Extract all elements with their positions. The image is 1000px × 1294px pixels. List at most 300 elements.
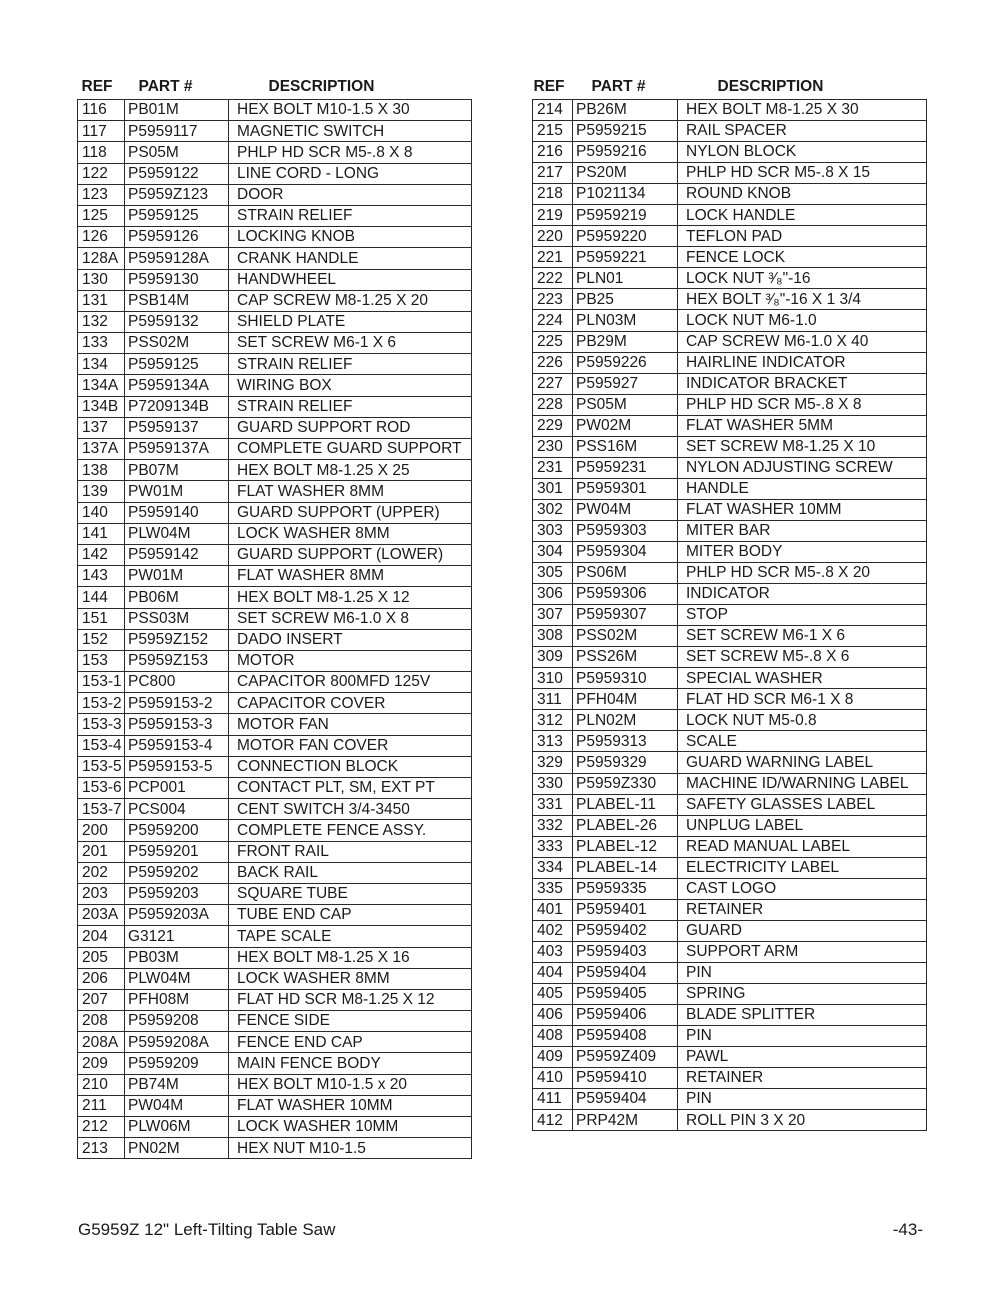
table-row xyxy=(78,1138,472,1159)
part-number-cell: P5959203A xyxy=(125,905,229,926)
table-row xyxy=(533,710,927,731)
table-row xyxy=(78,714,472,735)
table-row xyxy=(533,626,927,647)
parts-table-right xyxy=(532,75,927,1131)
ref-cell: 210 xyxy=(78,1074,125,1095)
ref-cell: 228 xyxy=(533,394,573,415)
ref-cell: 332 xyxy=(533,815,573,836)
part-number-cell: P5959140 xyxy=(125,502,229,523)
ref-cell: 143 xyxy=(78,566,125,587)
ref-cell: 208A xyxy=(78,1032,125,1053)
table-row xyxy=(78,883,472,904)
ref-cell: 401 xyxy=(533,899,573,920)
table-row xyxy=(533,142,927,163)
ref-cell: 308 xyxy=(533,626,573,647)
part-number-cell: P5959215 xyxy=(573,121,678,142)
table-row xyxy=(78,947,472,968)
part-number-cell: P5959132 xyxy=(125,311,229,332)
part-number-cell: P5959125 xyxy=(125,205,229,226)
table-row xyxy=(78,1095,472,1116)
ref-cell: 229 xyxy=(533,415,573,436)
ref-cell: 122 xyxy=(78,163,125,184)
ref-cell: 221 xyxy=(533,247,573,268)
ref-cell: 153-7 xyxy=(78,799,125,820)
table-row xyxy=(533,1089,927,1110)
description-cell: FLAT HD SCR M8-1.25 X 12 xyxy=(229,989,472,1010)
ref-cell: 151 xyxy=(78,608,125,629)
part-number-cell: P5959231 xyxy=(573,457,678,478)
table-row xyxy=(533,331,927,352)
part-number-cell: PFH04M xyxy=(573,689,678,710)
table-row xyxy=(533,878,927,899)
table-row xyxy=(533,394,927,415)
description-cell: SET SCREW M6-1 X 6 xyxy=(678,626,927,647)
table-row xyxy=(78,820,472,841)
ref-cell: 329 xyxy=(533,752,573,773)
ref-cell: 153-3 xyxy=(78,714,125,735)
page-number: -43- xyxy=(892,1220,923,1239)
part-number-cell: P1021134 xyxy=(573,184,678,205)
table-row xyxy=(78,799,472,820)
ref-cell: 153-2 xyxy=(78,693,125,714)
ref-cell: 214 xyxy=(533,100,573,121)
part-number-cell: P5959209 xyxy=(125,1053,229,1074)
description-cell: NYLON ADJUSTING SCREW xyxy=(678,457,927,478)
part-number-cell: P5959134A xyxy=(125,375,229,396)
table-row xyxy=(78,905,472,926)
part-number-cell: P5959402 xyxy=(573,920,678,941)
description-cell: LOCK HANDLE xyxy=(678,205,927,226)
description-cell: BACK RAIL xyxy=(229,862,472,883)
part-number-cell: PSS26M xyxy=(573,647,678,668)
ref-cell: 128A xyxy=(78,248,125,269)
part-number-cell: P5959203 xyxy=(125,883,229,904)
ref-cell: 208 xyxy=(78,1011,125,1032)
description-cell: STRAIN RELIEF xyxy=(229,205,472,226)
table-row xyxy=(78,311,472,332)
table-row xyxy=(78,269,472,290)
part-number-cell: P5959208A xyxy=(125,1032,229,1053)
part-number-cell: PLW04M xyxy=(125,523,229,544)
part-number-cell: P5959137 xyxy=(125,417,229,438)
description-cell: NYLON BLOCK xyxy=(678,142,927,163)
description-cell: SET SCREW M8-1.25 X 10 xyxy=(678,436,927,457)
table-row xyxy=(78,142,472,163)
ref-cell: 200 xyxy=(78,820,125,841)
ref-cell: 153-1 xyxy=(78,672,125,693)
part-number-cell: PCS004 xyxy=(125,799,229,820)
table-row xyxy=(533,689,927,710)
table-header-row xyxy=(533,75,927,100)
part-number-cell: P5959201 xyxy=(125,841,229,862)
ref-cell: 411 xyxy=(533,1089,573,1110)
part-number-cell: P5959117 xyxy=(125,121,229,142)
part-number-cell: PSB14M xyxy=(125,290,229,311)
ref-cell: 225 xyxy=(533,331,573,352)
ref-cell: 126 xyxy=(78,227,125,248)
description-cell: CRANK HANDLE xyxy=(229,248,472,269)
part-number-cell: PLABEL-14 xyxy=(573,857,678,878)
description-cell: WIRING BOX xyxy=(229,375,472,396)
description-cell: COMPLETE GUARD SUPPORT xyxy=(229,439,472,460)
part-number-cell: PS05M xyxy=(573,394,678,415)
table-row xyxy=(533,478,927,499)
ref-cell: 211 xyxy=(78,1095,125,1116)
description-cell: LOCK WASHER 10MM xyxy=(229,1117,472,1138)
description-cell: UNPLUG LABEL xyxy=(678,815,927,836)
part-number-cell: G3121 xyxy=(125,926,229,947)
ref-cell: 227 xyxy=(533,373,573,394)
ref-cell: 153 xyxy=(78,650,125,671)
description-cell: SAFETY GLASSES LABEL xyxy=(678,794,927,815)
part-number-cell: PSS03M xyxy=(125,608,229,629)
description-cell: HEX BOLT M8-1.25 X 30 xyxy=(678,100,927,121)
ref-cell: 212 xyxy=(78,1117,125,1138)
description-cell: ROUND KNOB xyxy=(678,184,927,205)
table-row xyxy=(78,396,472,417)
table-row xyxy=(533,163,927,184)
description-cell: MOTOR FAN xyxy=(229,714,472,735)
part-number-cell: P5959401 xyxy=(573,899,678,920)
part-number-cell: P5959202 xyxy=(125,862,229,883)
ref-cell: 153-6 xyxy=(78,778,125,799)
description-cell: GUARD WARNING LABEL xyxy=(678,752,927,773)
description-cell: HANDWHEEL xyxy=(229,269,472,290)
ref-cell: 134 xyxy=(78,354,125,375)
table-row xyxy=(78,566,472,587)
table-row xyxy=(78,1011,472,1032)
ref-cell: 306 xyxy=(533,584,573,605)
table-row xyxy=(78,841,472,862)
description-cell: HEX BOLT M8-1.25 X 12 xyxy=(229,587,472,608)
ref-header: REF xyxy=(533,78,565,96)
ref-cell: 130 xyxy=(78,269,125,290)
part-number-cell: P7209134B xyxy=(125,396,229,417)
table-row xyxy=(533,1005,927,1026)
part-number-cell: P5959Z123 xyxy=(125,184,229,205)
part-number-cell: P5959303 xyxy=(573,520,678,541)
table-row xyxy=(533,520,927,541)
part-number-cell: PW04M xyxy=(125,1095,229,1116)
description-cell: CONNECTION BLOCK xyxy=(229,756,472,777)
description-cell: FENCE END CAP xyxy=(229,1032,472,1053)
part-number-cell: PLABEL-26 xyxy=(573,815,678,836)
table-row xyxy=(533,1047,927,1068)
ref-cell: 312 xyxy=(533,710,573,731)
description-cell: RETAINER xyxy=(678,1068,927,1089)
table-row xyxy=(533,121,927,142)
description-cell: COMPLETE FENCE ASSY. xyxy=(229,820,472,841)
part-number-cell: P5959208 xyxy=(125,1011,229,1032)
ref-cell: 134A xyxy=(78,375,125,396)
part-number-cell: PLABEL-11 xyxy=(573,794,678,815)
ref-cell: 402 xyxy=(533,920,573,941)
part-number-cell: PLW04M xyxy=(125,968,229,989)
part-number-cell: PLN03M xyxy=(573,310,678,331)
description-cell: FLAT WASHER 10MM xyxy=(678,499,927,520)
part-number-cell: PC800 xyxy=(125,672,229,693)
description-cell: RETAINER xyxy=(678,899,927,920)
ref-cell: 201 xyxy=(78,841,125,862)
description-cell: LOCKING KNOB xyxy=(229,227,472,248)
ref-cell: 217 xyxy=(533,163,573,184)
ref-cell: 301 xyxy=(533,478,573,499)
ref-cell: 117 xyxy=(78,121,125,142)
part-number-cell: P5959220 xyxy=(573,226,678,247)
description-cell: READ MANUAL LABEL xyxy=(678,836,927,857)
table-row xyxy=(533,857,927,878)
description-cell: HANDLE xyxy=(678,478,927,499)
description-cell: SQUARE TUBE xyxy=(229,883,472,904)
part-header: PART # xyxy=(591,78,646,96)
part-number-cell: P5959Z153 xyxy=(125,650,229,671)
ref-cell: 406 xyxy=(533,1005,573,1026)
description-cell: HEX NUT M10-1.5 xyxy=(229,1138,472,1159)
part-number-cell: P5959128A xyxy=(125,248,229,269)
part-number-cell: PCP001 xyxy=(125,778,229,799)
ref-cell: 335 xyxy=(533,878,573,899)
description-cell: TUBE END CAP xyxy=(229,905,472,926)
description-cell: FLAT WASHER 10MM xyxy=(229,1095,472,1116)
part-number-cell: P5959200 xyxy=(125,820,229,841)
table-row xyxy=(78,481,472,502)
part-number-cell: PW02M xyxy=(573,415,678,436)
description-cell: LOCK NUT M6-1.0 xyxy=(678,310,927,331)
ref-cell: 132 xyxy=(78,311,125,332)
description-cell: LOCK WASHER 8MM xyxy=(229,968,472,989)
ref-cell: 219 xyxy=(533,205,573,226)
description-cell: MITER BAR xyxy=(678,520,927,541)
table-row xyxy=(78,756,472,777)
table-row xyxy=(533,983,927,1004)
ref-cell: 223 xyxy=(533,289,573,310)
table-row xyxy=(78,629,472,650)
ref-cell: 404 xyxy=(533,962,573,983)
ref-cell: 409 xyxy=(533,1047,573,1068)
description-cell: SPECIAL WASHER xyxy=(678,668,927,689)
description-cell: FRONT RAIL xyxy=(229,841,472,862)
part-number-cell: P5959406 xyxy=(573,1005,678,1026)
table-row xyxy=(533,499,927,520)
description-cell: PIN xyxy=(678,962,927,983)
description-cell: FLAT WASHER 8MM xyxy=(229,481,472,502)
table-row xyxy=(78,968,472,989)
description-cell: CENT SWITCH 3/4-3450 xyxy=(229,799,472,820)
table-row xyxy=(78,989,472,1010)
ref-cell: 203 xyxy=(78,883,125,904)
part-number-cell: P5959153-2 xyxy=(125,693,229,714)
ref-cell: 310 xyxy=(533,668,573,689)
description-cell: CAPACITOR 800MFD 125V xyxy=(229,672,472,693)
ref-cell: 302 xyxy=(533,499,573,520)
ref-cell: 153-5 xyxy=(78,756,125,777)
table-row xyxy=(533,541,927,562)
table-row xyxy=(533,457,927,478)
ref-cell: 304 xyxy=(533,541,573,562)
ref-cell: 311 xyxy=(533,689,573,710)
table-row xyxy=(78,672,472,693)
description-cell: PIN xyxy=(678,1089,927,1110)
description-cell: CAP SCREW M6-1.0 X 40 xyxy=(678,331,927,352)
description-cell: HEX BOLT M10-1.5 X 30 xyxy=(229,100,472,121)
ref-cell: 403 xyxy=(533,941,573,962)
ref-cell: 220 xyxy=(533,226,573,247)
ref-cell: 410 xyxy=(533,1068,573,1089)
table-row xyxy=(78,100,472,121)
description-cell: LOCK WASHER 8MM xyxy=(229,523,472,544)
description-cell: ELECTRICITY LABEL xyxy=(678,857,927,878)
part-number-cell: P5959306 xyxy=(573,584,678,605)
part-number-cell: PLW06M xyxy=(125,1117,229,1138)
part-number-cell: PSS02M xyxy=(573,626,678,647)
ref-cell: 141 xyxy=(78,523,125,544)
table-row xyxy=(78,587,472,608)
description-cell: ROLL PIN 3 X 20 xyxy=(678,1110,927,1131)
part-number-cell: PB03M xyxy=(125,947,229,968)
ref-cell: 209 xyxy=(78,1053,125,1074)
description-cell: PHLP HD SCR M5-.8 X 8 xyxy=(678,394,927,415)
ref-cell: 313 xyxy=(533,731,573,752)
part-number-cell: PW04M xyxy=(573,499,678,520)
description-cell: MAGNETIC SWITCH xyxy=(229,121,472,142)
ref-cell: 131 xyxy=(78,290,125,311)
description-cell: GUARD SUPPORT (UPPER) xyxy=(229,502,472,523)
description-cell: INDICATOR BRACKET xyxy=(678,373,927,394)
table-row xyxy=(533,205,927,226)
part-number-cell: P5959307 xyxy=(573,605,678,626)
part-number-cell: PW01M xyxy=(125,566,229,587)
ref-cell: 144 xyxy=(78,587,125,608)
description-header: DESCRIPTION xyxy=(268,78,375,96)
part-number-cell: P5959137A xyxy=(125,439,229,460)
description-cell: HEX BOLT M10-1.5 x 20 xyxy=(229,1074,472,1095)
ref-cell: 152 xyxy=(78,629,125,650)
ref-cell: 137 xyxy=(78,417,125,438)
description-cell: HEX BOLT ³⁄₈"-16 X 1 3/4 xyxy=(678,289,927,310)
description-cell: FENCE SIDE xyxy=(229,1011,472,1032)
description-cell: FLAT HD SCR M6-1 X 8 xyxy=(678,689,927,710)
ref-cell: 307 xyxy=(533,605,573,626)
part-number-cell: PN02M xyxy=(125,1138,229,1159)
part-number-cell: P5959313 xyxy=(573,731,678,752)
part-number-cell: P5959404 xyxy=(573,1089,678,1110)
table-row xyxy=(78,1074,472,1095)
part-number-cell: PSS02M xyxy=(125,333,229,354)
table-header-row xyxy=(78,75,472,100)
table-row xyxy=(78,460,472,481)
part-number-cell: P5959301 xyxy=(573,478,678,499)
description-cell: STOP xyxy=(678,605,927,626)
table-row xyxy=(533,184,927,205)
ref-cell: 222 xyxy=(533,268,573,289)
ref-cell: 207 xyxy=(78,989,125,1010)
part-number-cell: P5959410 xyxy=(573,1068,678,1089)
part-number-cell: PB07M xyxy=(125,460,229,481)
ref-cell: 334 xyxy=(533,857,573,878)
ref-cell: 226 xyxy=(533,352,573,373)
ref-cell: 408 xyxy=(533,1026,573,1047)
table-row xyxy=(533,563,927,584)
table-row xyxy=(78,248,472,269)
description-cell: GUARD SUPPORT (LOWER) xyxy=(229,544,472,565)
description-cell: SPRING xyxy=(678,983,927,1004)
description-cell: MOTOR FAN COVER xyxy=(229,735,472,756)
table-row xyxy=(533,373,927,394)
part-number-cell: PSS16M xyxy=(573,436,678,457)
part-number-cell: P5959Z152 xyxy=(125,629,229,650)
table-row xyxy=(533,436,927,457)
ref-cell: 224 xyxy=(533,310,573,331)
ref-cell: 204 xyxy=(78,926,125,947)
description-header: DESCRIPTION xyxy=(717,78,824,96)
part-number-cell: PB01M xyxy=(125,100,229,121)
description-cell: LOCK NUT M5-0.8 xyxy=(678,710,927,731)
part-number-cell: P5959125 xyxy=(125,354,229,375)
part-number-cell: P5959122 xyxy=(125,163,229,184)
table-row xyxy=(533,731,927,752)
ref-cell: 138 xyxy=(78,460,125,481)
description-cell: SHIELD PLATE xyxy=(229,311,472,332)
part-number-cell: PB29M xyxy=(573,331,678,352)
table-row xyxy=(78,1117,472,1138)
description-cell: SET SCREW M6-1.0 X 8 xyxy=(229,608,472,629)
table-row xyxy=(533,920,927,941)
part-number-cell: P595927 xyxy=(573,373,678,394)
table-row xyxy=(533,1110,927,1131)
ref-cell: 230 xyxy=(533,436,573,457)
description-cell: MOTOR xyxy=(229,650,472,671)
part-number-cell: P5959408 xyxy=(573,1026,678,1047)
table-row xyxy=(533,289,927,310)
description-cell: GUARD SUPPORT ROD xyxy=(229,417,472,438)
table-row xyxy=(78,926,472,947)
table-row xyxy=(78,205,472,226)
ref-cell: 303 xyxy=(533,520,573,541)
part-number-cell: P5959Z409 xyxy=(573,1047,678,1068)
table-row xyxy=(78,778,472,799)
table-row xyxy=(78,544,472,565)
description-cell: FLAT WASHER 8MM xyxy=(229,566,472,587)
ref-header: REF xyxy=(81,78,113,96)
description-cell: INDICATOR xyxy=(678,584,927,605)
part-number-cell: P5959329 xyxy=(573,752,678,773)
part-number-cell: P5959226 xyxy=(573,352,678,373)
ref-cell: 137A xyxy=(78,439,125,460)
description-cell: MAIN FENCE BODY xyxy=(229,1053,472,1074)
ref-cell: 134B xyxy=(78,396,125,417)
table-row xyxy=(533,605,927,626)
part-number-cell: P5959142 xyxy=(125,544,229,565)
ref-cell: 118 xyxy=(78,142,125,163)
ref-cell: 133 xyxy=(78,333,125,354)
ref-cell: 139 xyxy=(78,481,125,502)
part-number-cell: P5959403 xyxy=(573,941,678,962)
table-row xyxy=(78,1053,472,1074)
part-number-cell: PW01M xyxy=(125,481,229,502)
table-row xyxy=(78,375,472,396)
description-cell: FENCE LOCK xyxy=(678,247,927,268)
ref-cell: 203A xyxy=(78,905,125,926)
description-cell: PHLP HD SCR M5-.8 X 8 xyxy=(229,142,472,163)
description-cell: FLAT WASHER 5MM xyxy=(678,415,927,436)
description-cell: HEX BOLT M8-1.25 X 25 xyxy=(229,460,472,481)
part-number-cell: P5959130 xyxy=(125,269,229,290)
description-cell: CAP SCREW M8-1.25 X 20 xyxy=(229,290,472,311)
ref-cell: 218 xyxy=(533,184,573,205)
part-number-cell: PB25 xyxy=(573,289,678,310)
table-row xyxy=(78,608,472,629)
part-number-cell: P5959335 xyxy=(573,878,678,899)
